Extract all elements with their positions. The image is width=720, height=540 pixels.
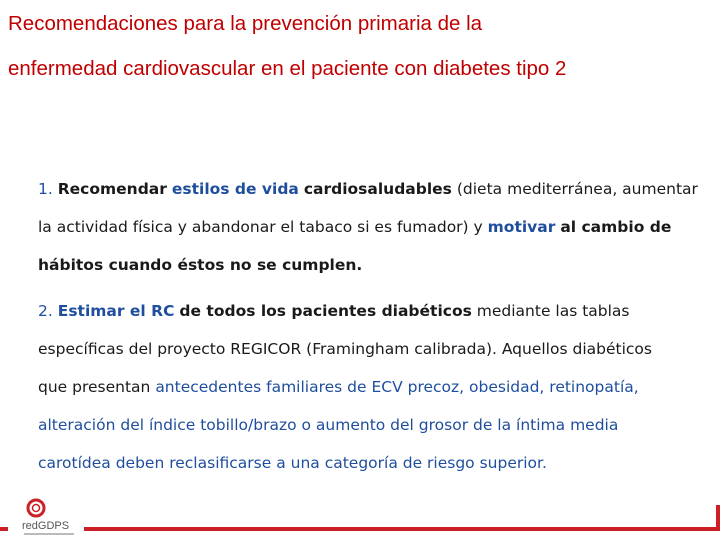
recommendation-1-line-2 <box>38 208 698 246</box>
text-run: mediante las tablas <box>476 302 630 320</box>
slide-title-line-1: Recomendaciones para la prevención primaria de la <box>8 12 483 35</box>
recommendation-1-line-3: hábitos cuando éstos no se cumplen. <box>38 256 363 274</box>
recommendation-2-number: 2. <box>38 302 53 320</box>
text-run: la actividad física y abandonar el tabaco si es fumador) y <box>38 218 483 236</box>
slide-body <box>38 170 698 482</box>
text-run-highlight: estilos de vida <box>171 180 299 198</box>
recommendation-2-line-4: alteración del índice tobillo/brazo o aumento del grosor de la íntima media <box>38 416 619 434</box>
text-run-highlight: antecedentes familiares de ECV precoz, obesidad, retinopatía, <box>155 378 639 396</box>
text-run: Recomendar <box>57 180 167 198</box>
slide-title <box>8 14 714 79</box>
logo-wordmark: redGDPS <box>22 520 70 532</box>
logo-subtitle-bar <box>24 533 74 535</box>
recommendation-2-line-1 <box>38 292 698 330</box>
footer-rule <box>84 527 720 531</box>
text-run: al cambio de <box>560 218 672 236</box>
recommendation-2 <box>38 292 698 482</box>
text-run-highlight: motivar <box>487 218 556 236</box>
recommendation-1-number: 1. <box>38 180 53 198</box>
text-run: cardiosaludables <box>303 180 452 198</box>
recommendation-2-line-2: específicas del proyecto REGICOR (Framingham calibrada). Aquellos diabéticos <box>38 340 652 358</box>
text-run: de todos los pacientes diabéticos <box>179 302 472 320</box>
text-run: (dieta mediterránea, aumentar <box>456 180 698 198</box>
recommendation-1-line-1 <box>38 170 698 208</box>
recommendation-1 <box>38 170 698 284</box>
slide-title-line-2: enfermedad cardiovascular en el paciente con diabetes tipo 2 <box>8 56 567 80</box>
text-run-highlight: Estimar el RC <box>57 302 175 320</box>
footer-rule-left <box>0 527 8 531</box>
recommendation-2-line-3 <box>38 368 698 406</box>
footer-rule-end <box>716 505 720 531</box>
text-run: que presentan <box>38 378 151 396</box>
recommendation-2-line-5: carotídea deben reclasificarse a una categoría de riesgo superior. <box>38 454 547 472</box>
